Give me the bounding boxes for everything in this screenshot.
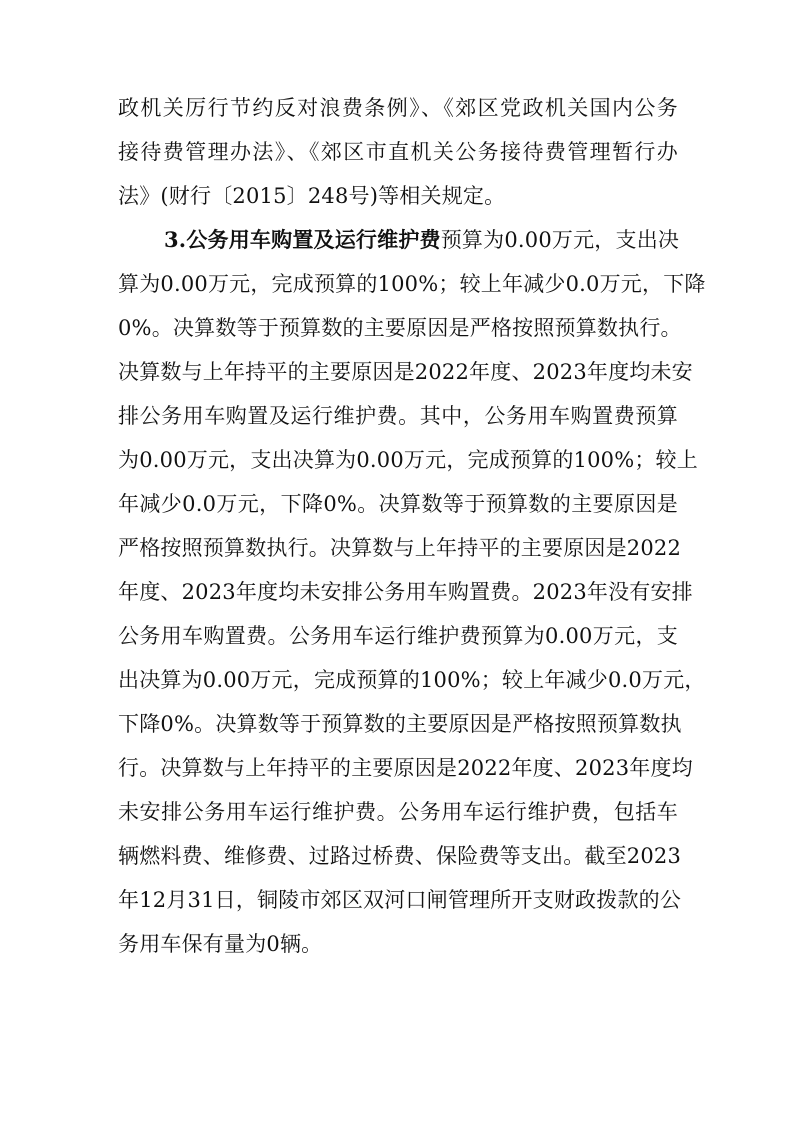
text-line: 公务用车购置费。公务用车运行维护费预算为0.00万元，支 — [118, 624, 678, 648]
text-line: 接待费管理办法》、《郊区市直机关公务接待费管理暂行办 — [118, 140, 678, 164]
text-line: 排公务用车购置及运行维护费。其中，公务用车购置费预算 — [118, 404, 678, 428]
text-line: 行。决算数与上年持平的主要原因是2022年度、2023年度均 — [118, 756, 693, 780]
section-heading: 3.公务用车购置及运行维护费 — [164, 227, 441, 252]
text-line: 出决算为0.00万元，完成预算的100%；较上年减少0.0万元， — [118, 668, 706, 692]
section-first-line — [164, 225, 678, 255]
text-line: 年减少0.0万元，下降0%。决算数等于预算数的主要原因是 — [118, 492, 678, 516]
text-line: 辆燃料费、维修费、过路过桥费、保险费等支出。截至2023 — [118, 844, 682, 868]
text-line: 决算数与上年持平的主要原因是2022年度、2023年度均未安 — [118, 360, 693, 384]
text-line: 法》(财行〔2015〕248号)等相关规定。 — [118, 184, 506, 208]
text-line: 未安排公务用车运行维护费。公务用车运行维护费，包括车 — [118, 800, 678, 824]
text-line: 年度、2023年度均未安排公务用车购置费。2023年没有安排 — [118, 580, 693, 604]
text-line: 算为0.00万元，完成预算的100%；较上年减少0.0万元，下降 — [118, 272, 706, 296]
text-line: 年12月31日，铜陵市郊区双河口闸管理所开支财政拨款的公 — [118, 888, 682, 912]
text-line: 为0.00万元，支出决算为0.00万元，完成预算的100%；较上 — [118, 448, 698, 472]
text-line: 0%。决算数等于预算数的主要原因是严格按照预算数执行。 — [118, 316, 682, 340]
text-line: 政机关厉行节约反对浪费条例》、《郊区党政机关国内公务 — [118, 96, 678, 120]
text-line: 预算为0.00万元，支出决 — [440, 228, 680, 252]
text-line: 严格按照预算数执行。决算数与上年持平的主要原因是2022 — [118, 536, 682, 560]
text-line: 下降0%。决算数等于预算数的主要原因是严格按照预算数执 — [118, 712, 682, 736]
text-line: 务用车保有量为0辆。 — [118, 932, 323, 956]
